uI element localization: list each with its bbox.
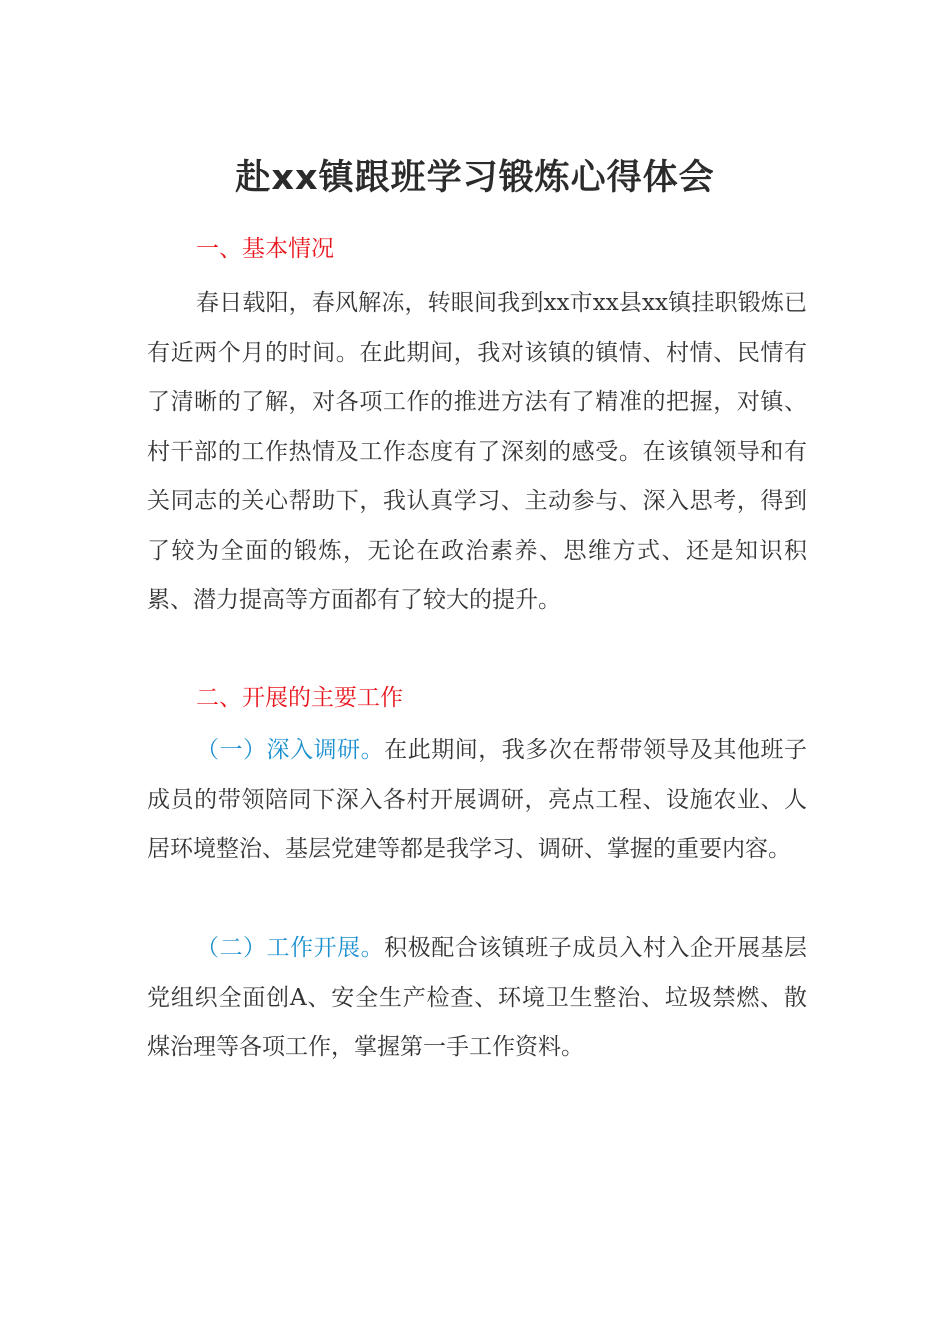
paragraph-work-development <box>147 924 807 1073</box>
paragraph-in-depth-research <box>147 726 807 875</box>
paragraph-text-in-depth-research: 在此期间，我多次在帮带领导及其他班子成员的带领陪同下深入各村开展调研，亮点工程、设施农业、人居环境整治、基层党建等都是我学习、调研、掌握的重要内容。 <box>147 737 808 862</box>
subheading-work-development: （二）工作开展。 <box>196 935 385 961</box>
paragraph-basic-situation: 春日载阳，春风解冻，转眼间我到xx市xx县xx镇挂职锻炼已有近两个月的时间。在此期间，我对该镇的镇情、村情、民情有了清晰的了解，对各项工作的推进方法有了精准的把握，对镇、村干部的工作热情及工作态度有了深刻的感受。在该镇领导和有关同志的关心帮助下，我认真学习、主动参与、深入思考，得到了较为全面的锻炼，无论在政治素养、思维方式、还是知识积累、潜力提高等方面都有了较大的提升。 <box>147 290 807 613</box>
paragraph-text-work-development: 积极配合该镇班子成员入村入企开展基层党组织全面创A、安全生产检查、环境卫生整治、垃圾禁燃、散煤治理等各项工作，掌握第一手工作资料。 <box>147 935 808 1060</box>
document-title: 赴xx镇跟班学习锻炼心得体会 <box>235 158 715 198</box>
section-heading-basic-situation: 一、基本情况 <box>196 236 334 262</box>
section-heading-main-work: 二、开展的主要工作 <box>196 685 403 711</box>
subheading-in-depth-research: （一）深入调研。 <box>196 737 385 763</box>
